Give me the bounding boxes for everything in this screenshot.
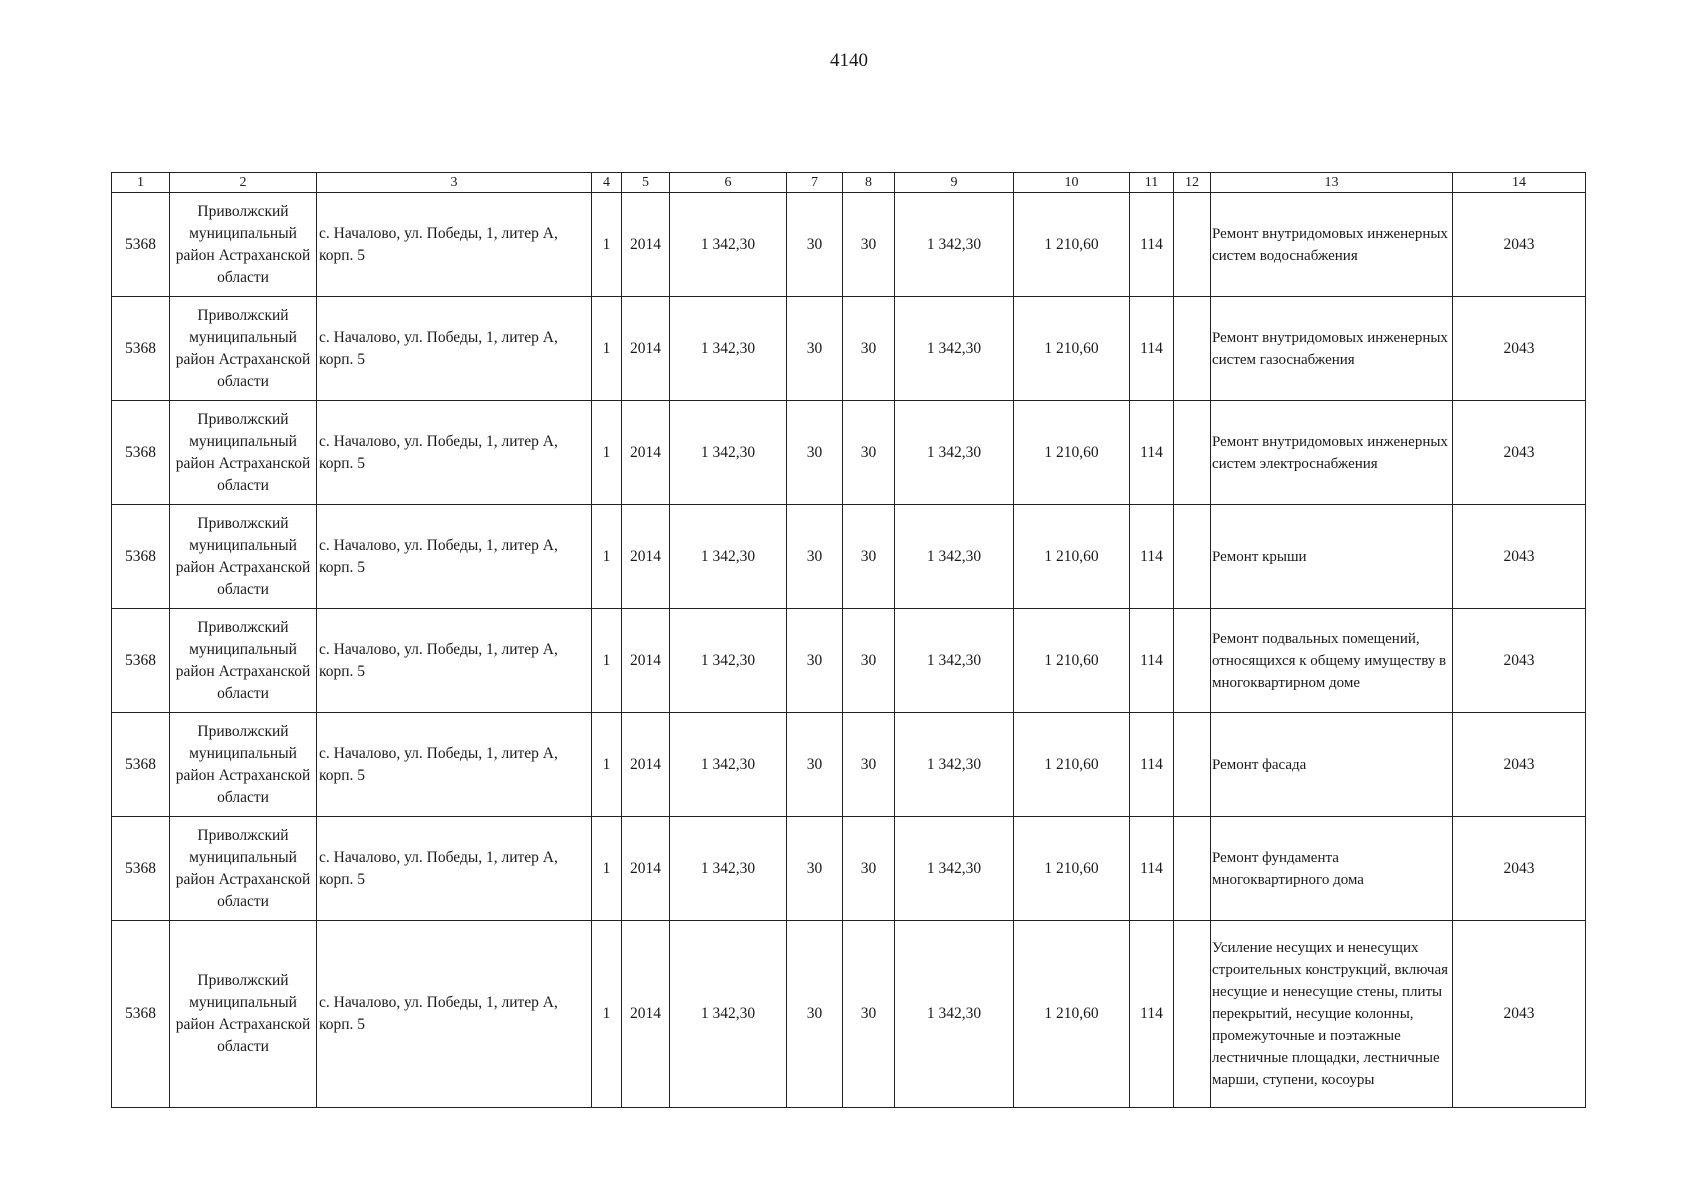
column-header: 5 [622, 173, 670, 193]
cell-col8: 30 [843, 921, 895, 1108]
cell-plan-year: 2043 [1453, 817, 1586, 921]
column-header: 6 [670, 173, 787, 193]
cell-work-type: Ремонт внутридомовых инженерных систем газоснабжения [1211, 297, 1453, 401]
cell-col11: 114 [1130, 193, 1174, 297]
cell-id: 5368 [112, 921, 170, 1108]
cell-year: 2014 [622, 297, 670, 401]
cell-col8: 30 [843, 609, 895, 713]
cell-col6: 1 342,30 [670, 297, 787, 401]
cell-col8: 30 [843, 193, 895, 297]
cell-address: с. Началово, ул. Победы, 1, литер А, корп. 5 [317, 297, 592, 401]
column-header: 13 [1211, 173, 1453, 193]
cell-col7: 30 [787, 505, 843, 609]
cell-col9: 1 342,30 [895, 713, 1014, 817]
cell-address: с. Началово, ул. Победы, 1, литер А, корп. 5 [317, 817, 592, 921]
cell-district: Приволжский муниципальный район Астраханской области [170, 193, 317, 297]
cell-year: 2014 [622, 401, 670, 505]
cell-col9: 1 342,30 [895, 193, 1014, 297]
cell-col12 [1174, 505, 1211, 609]
cell-col7: 30 [787, 401, 843, 505]
cell-plan-year: 2043 [1453, 713, 1586, 817]
table-body [112, 193, 1586, 1108]
cell-col4: 1 [592, 609, 622, 713]
cell-district: Приволжский муниципальный район Астраханской области [170, 401, 317, 505]
cell-col4: 1 [592, 297, 622, 401]
cell-col10: 1 210,60 [1014, 297, 1130, 401]
table-row [112, 401, 1586, 505]
cell-plan-year: 2043 [1453, 297, 1586, 401]
cell-col6: 1 342,30 [670, 713, 787, 817]
cell-col4: 1 [592, 817, 622, 921]
table-row [112, 505, 1586, 609]
cell-col6: 1 342,30 [670, 401, 787, 505]
cell-year: 2014 [622, 713, 670, 817]
cell-col8: 30 [843, 401, 895, 505]
cell-col7: 30 [787, 817, 843, 921]
cell-id: 5368 [112, 817, 170, 921]
cell-year: 2014 [622, 193, 670, 297]
cell-id: 5368 [112, 401, 170, 505]
cell-address: с. Началово, ул. Победы, 1, литер А, корп. 5 [317, 609, 592, 713]
column-header: 3 [317, 173, 592, 193]
cell-col11: 114 [1130, 817, 1174, 921]
cell-col9: 1 342,30 [895, 817, 1014, 921]
table-row [112, 921, 1586, 1108]
cell-work-type: Ремонт фундамента многоквартирного дома [1211, 817, 1453, 921]
cell-col10: 1 210,60 [1014, 817, 1130, 921]
cell-year: 2014 [622, 817, 670, 921]
cell-work-type: Ремонт фасада [1211, 713, 1453, 817]
cell-col9: 1 342,30 [895, 297, 1014, 401]
cell-col10: 1 210,60 [1014, 713, 1130, 817]
table-row [112, 297, 1586, 401]
cell-district: Приволжский муниципальный район Астраханской области [170, 297, 317, 401]
cell-col7: 30 [787, 193, 843, 297]
cell-id: 5368 [112, 505, 170, 609]
cell-col6: 1 342,30 [670, 609, 787, 713]
cell-col8: 30 [843, 297, 895, 401]
table-header [112, 173, 1586, 193]
cell-work-type: Ремонт крыши [1211, 505, 1453, 609]
cell-col9: 1 342,30 [895, 921, 1014, 1108]
cell-id: 5368 [112, 297, 170, 401]
cell-district: Приволжский муниципальный район Астраханской области [170, 505, 317, 609]
table-row [112, 609, 1586, 713]
cell-address: с. Началово, ул. Победы, 1, литер А, корп. 5 [317, 921, 592, 1108]
cell-col7: 30 [787, 921, 843, 1108]
cell-col9: 1 342,30 [895, 401, 1014, 505]
cell-work-type: Ремонт внутридомовых инженерных систем электроснабжения [1211, 401, 1453, 505]
cell-col10: 1 210,60 [1014, 401, 1130, 505]
cell-id: 5368 [112, 713, 170, 817]
cell-col10: 1 210,60 [1014, 921, 1130, 1108]
cell-col4: 1 [592, 401, 622, 505]
column-header: 12 [1174, 173, 1211, 193]
cell-address: с. Началово, ул. Победы, 1, литер А, корп. 5 [317, 713, 592, 817]
cell-col12 [1174, 193, 1211, 297]
cell-col11: 114 [1130, 713, 1174, 817]
cell-col7: 30 [787, 297, 843, 401]
cell-plan-year: 2043 [1453, 193, 1586, 297]
cell-plan-year: 2043 [1453, 921, 1586, 1108]
cell-col4: 1 [592, 505, 622, 609]
cell-col10: 1 210,60 [1014, 505, 1130, 609]
cell-work-type: Ремонт внутридомовых инженерных систем водоснабжения [1211, 193, 1453, 297]
column-number-row [112, 173, 1586, 193]
cell-id: 5368 [112, 193, 170, 297]
cell-col12 [1174, 401, 1211, 505]
cell-district: Приволжский муниципальный район Астраханской области [170, 921, 317, 1108]
cell-col12 [1174, 713, 1211, 817]
cell-col6: 1 342,30 [670, 921, 787, 1108]
cell-col6: 1 342,30 [670, 505, 787, 609]
column-header: 11 [1130, 173, 1174, 193]
cell-col11: 114 [1130, 297, 1174, 401]
table-row [112, 713, 1586, 817]
column-header: 4 [592, 173, 622, 193]
cell-year: 2014 [622, 921, 670, 1108]
cell-district: Приволжский муниципальный район Астраханской области [170, 609, 317, 713]
cell-work-type: Усиление несущих и ненесущих строительных конструкций, включая несущие и ненесущие стены, плиты перекрытий, несущие колонны, промежуточные и поэтажные лестничные площадки, лестничные марши, ступени, косоуры [1211, 921, 1453, 1108]
column-header: 2 [170, 173, 317, 193]
cell-col11: 114 [1130, 609, 1174, 713]
column-header: 1 [112, 173, 170, 193]
cell-id: 5368 [112, 609, 170, 713]
column-header: 14 [1453, 173, 1586, 193]
cell-col12 [1174, 921, 1211, 1108]
cell-col11: 114 [1130, 505, 1174, 609]
column-header: 8 [843, 173, 895, 193]
cell-district: Приволжский муниципальный район Астраханской области [170, 817, 317, 921]
cell-address: с. Началово, ул. Победы, 1, литер А, корп. 5 [317, 505, 592, 609]
cell-work-type: Ремонт подвальных помещений, относящихся к общему имуществу в многоквартирном доме [1211, 609, 1453, 713]
cell-col4: 1 [592, 921, 622, 1108]
cell-col6: 1 342,30 [670, 817, 787, 921]
cell-col12 [1174, 297, 1211, 401]
page-number: 4140 [830, 50, 868, 71]
cell-col7: 30 [787, 609, 843, 713]
column-header: 10 [1014, 173, 1130, 193]
cell-col11: 114 [1130, 921, 1174, 1108]
cell-col8: 30 [843, 713, 895, 817]
cell-col7: 30 [787, 713, 843, 817]
cell-plan-year: 2043 [1453, 505, 1586, 609]
table-row [112, 817, 1586, 921]
cell-col4: 1 [592, 193, 622, 297]
cell-col12 [1174, 817, 1211, 921]
cell-district: Приволжский муниципальный район Астраханской области [170, 713, 317, 817]
cell-year: 2014 [622, 505, 670, 609]
cell-col10: 1 210,60 [1014, 609, 1130, 713]
cell-col4: 1 [592, 713, 622, 817]
cell-col8: 30 [843, 817, 895, 921]
cell-address: с. Началово, ул. Победы, 1, литер А, корп. 5 [317, 193, 592, 297]
cell-col6: 1 342,30 [670, 193, 787, 297]
cell-col8: 30 [843, 505, 895, 609]
cell-col12 [1174, 609, 1211, 713]
cell-col9: 1 342,30 [895, 505, 1014, 609]
column-header: 7 [787, 173, 843, 193]
cell-col11: 114 [1130, 401, 1174, 505]
cell-col10: 1 210,60 [1014, 193, 1130, 297]
cell-col9: 1 342,30 [895, 609, 1014, 713]
cell-plan-year: 2043 [1453, 401, 1586, 505]
cell-address: с. Началово, ул. Победы, 1, литер А, корп. 5 [317, 401, 592, 505]
repair-schedule-table [111, 172, 1586, 1108]
table-row [112, 193, 1586, 297]
cell-year: 2014 [622, 609, 670, 713]
cell-plan-year: 2043 [1453, 609, 1586, 713]
column-header: 9 [895, 173, 1014, 193]
